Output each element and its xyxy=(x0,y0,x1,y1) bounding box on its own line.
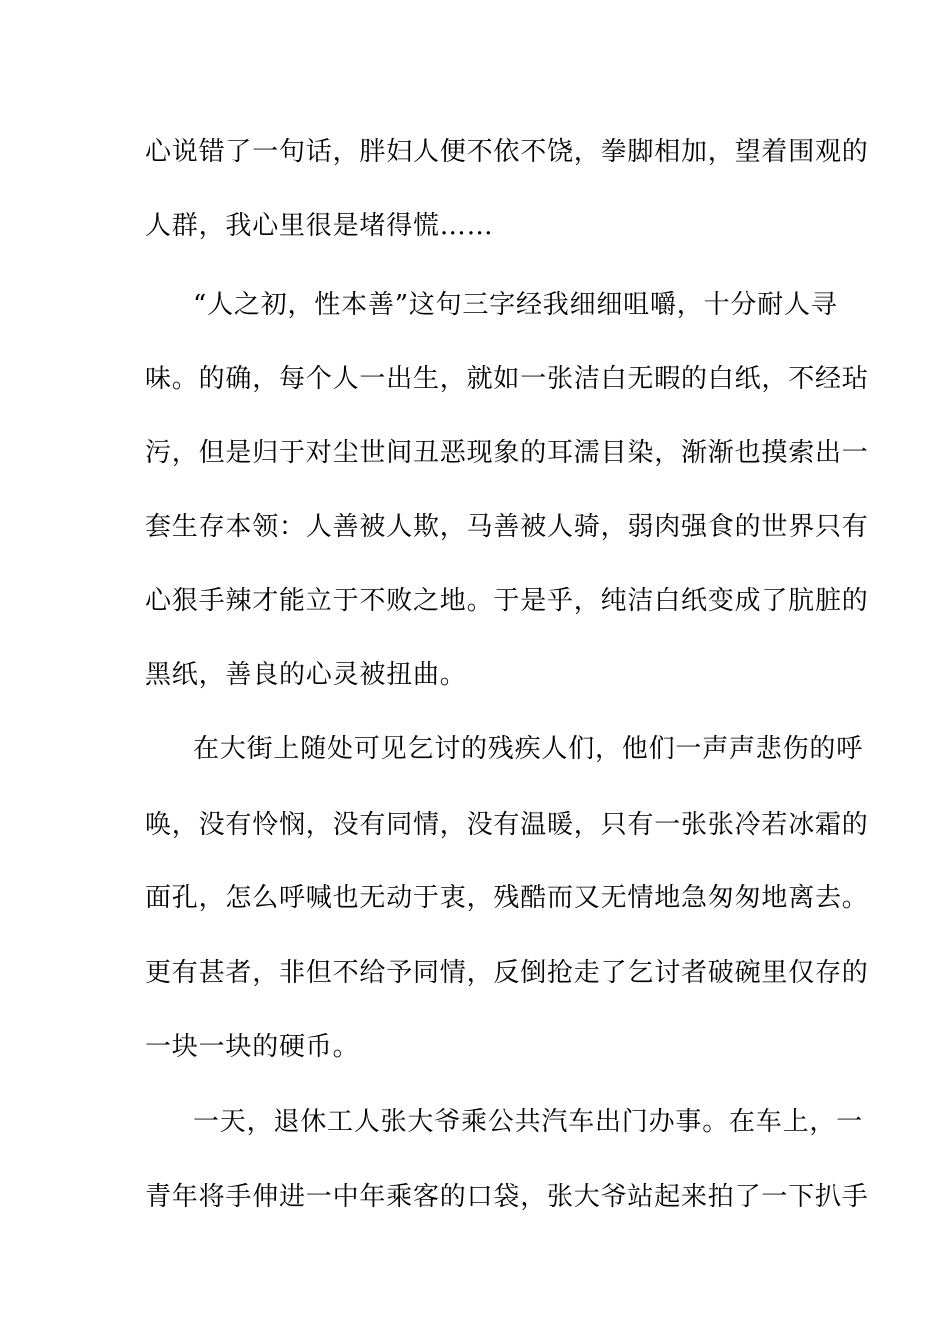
text-line: 青年将手伸进一中年乘客的口袋，张大爷站起来拍了一下扒手 xyxy=(145,1182,869,1212)
text-line: 套生存本领：人善被人欺，马善被人骑，弱肉强食的世界只有 xyxy=(145,512,869,542)
text-line: 在大街上随处可见乞讨的残疾人们，他们一声声悲伤的呼 xyxy=(193,734,864,764)
text-line: 面孔，怎么呼喊也无动于衷，残酷而又无情地急匆匆地离去。 xyxy=(145,883,869,913)
text-line: “人之初，性本善”这句三字经我细细咀嚼，十分耐人寻 xyxy=(193,290,838,320)
text-line: 心说错了一句话，胖妇人便不依不饶，拳脚相加，望着围观的 xyxy=(145,137,869,167)
text-line: 一块一块的硬币。 xyxy=(145,1032,360,1062)
text-line: 味。的确，每个人一出生，就如一张洁白无暇的白纸，不经玷 xyxy=(145,364,869,394)
text-line: 唤，没有怜悯，没有同情，没有温暖，只有一张张冷若冰霜的 xyxy=(145,810,869,840)
text-line: 人群，我心里很是堵得慌…… xyxy=(145,211,494,241)
text-line: 黑纸，善良的心灵被扭曲。 xyxy=(145,660,467,690)
text-line: 一天，退休工人张大爷乘公共汽车出门办事。在车上，一 xyxy=(193,1107,864,1137)
text-line: 心狠手辣才能立于不败之地。于是乎，纯洁白纸变成了肮脏的 xyxy=(145,586,869,616)
text-line: 更有甚者，非但不给予同情，反倒抢走了乞讨者破碗里仅存的 xyxy=(145,958,869,988)
text-line: 污，但是归于对尘世间丑恶现象的耳濡目染，渐渐也摸索出一 xyxy=(145,438,869,468)
